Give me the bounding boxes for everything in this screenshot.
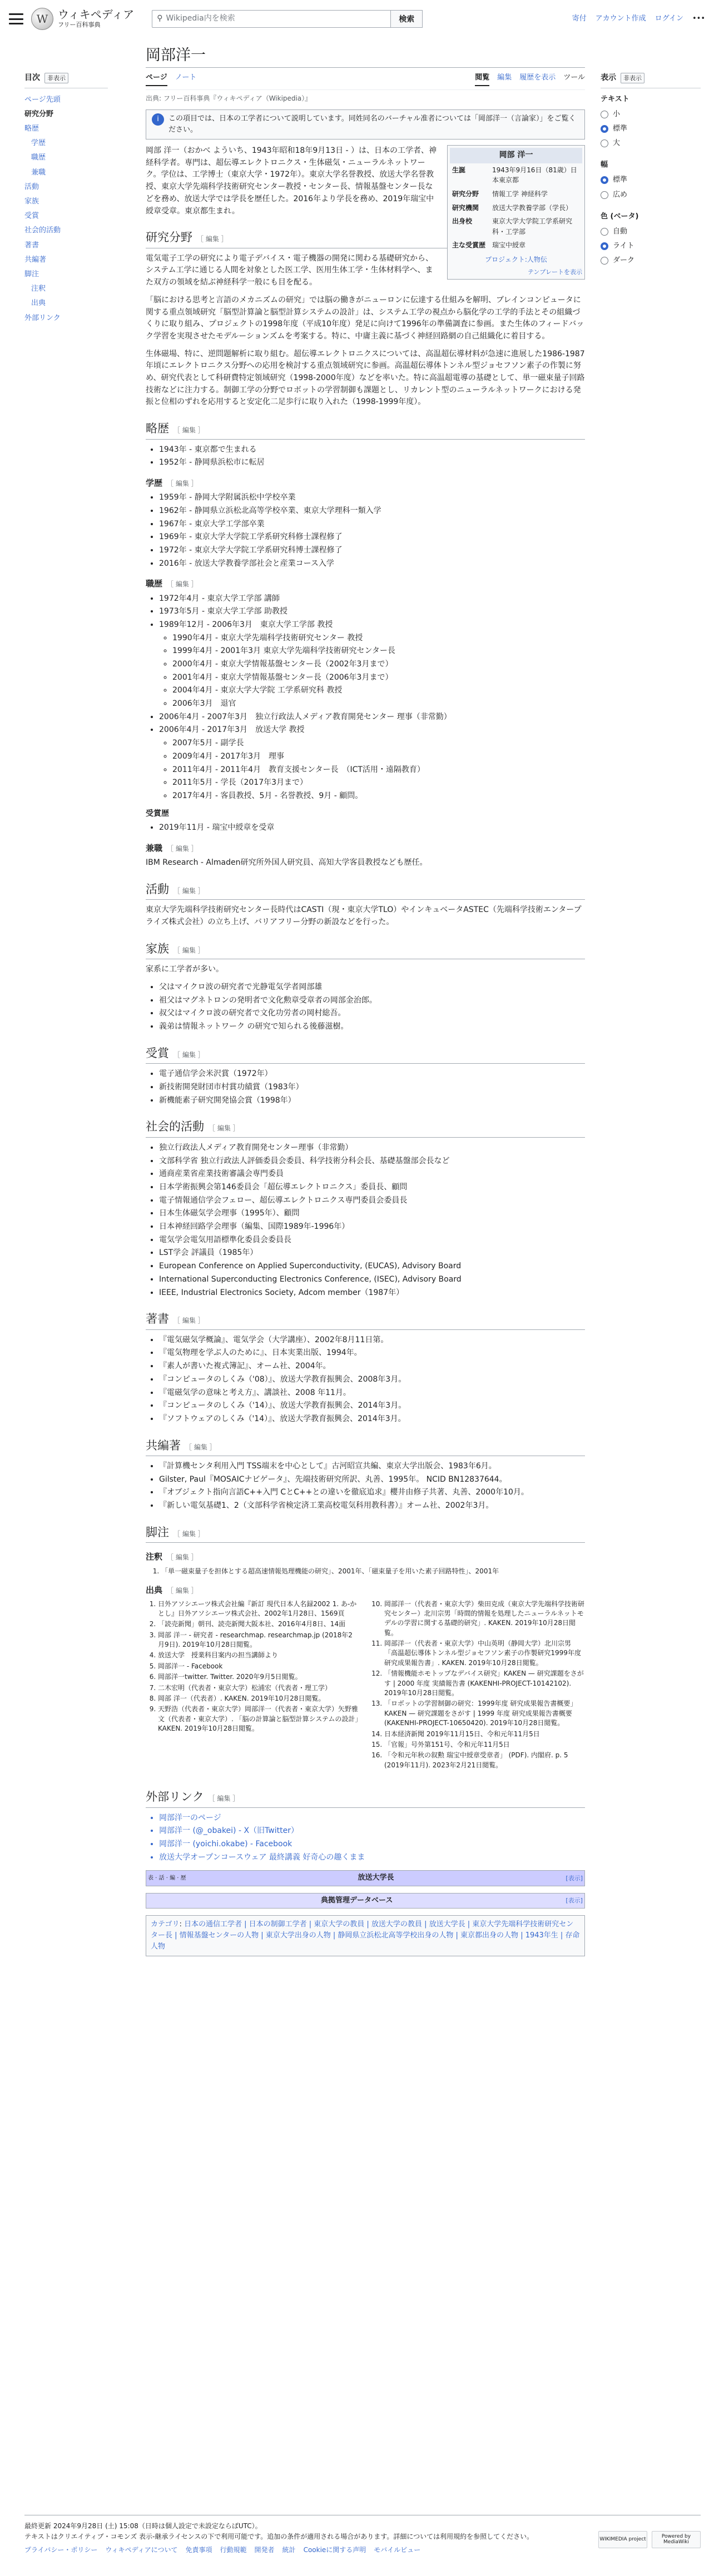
navbox-authority: [146, 1893, 585, 1909]
edit-link[interactable]: ［ 編集 ］: [173, 1317, 205, 1325]
external-link[interactable]: • 岡部洋一 (yoichi.okabe) - Facebook: [159, 1838, 585, 1851]
annotation-item: 1. 「単一磁束量子を担体とする超高速情報処理機能の研究」、2001年、「磁束量子を用いた素子回路特性」、2001年: [161, 1566, 585, 1577]
education-item: • 1959年 - 静岡大学附属浜松中学校卒業: [159, 492, 585, 504]
edit-link[interactable]: ［ 編集 ］: [208, 1795, 240, 1803]
tab-talk[interactable]: ノート: [175, 73, 197, 82]
award-item: • 新機能素子研究開発協会賞（1998年）: [159, 1095, 585, 1107]
hatnote-text: この項目では、日本の工学者について説明しています。同姓同名のバーチャル准者については「岡部洋一（言論家）」をご覧ください。: [168, 114, 576, 134]
create-account-link[interactable]: アカウント作成: [595, 14, 646, 23]
reference-item: 6. 岡部洋一twitter. Twitter. 2020年9月5日閲覧。: [158, 1672, 359, 1682]
site-header: [0, 0, 714, 38]
book-item: • 『コンピュータのしくみ（'14）』、放送大学教育振興会、2014年3月。: [159, 1400, 585, 1412]
reference-item: 8. 岡部 洋一（代表者）. KAKEN. 2019年10月28日閲覧。: [158, 1694, 359, 1703]
family-item: • 祖父はマグネトロンの発明者で文化勲章受章者の岡部金治郎。: [159, 995, 585, 1007]
toc-item[interactable]: 略歴: [24, 124, 39, 133]
section-external-links: 外部リンク ［ 編集 ］: [146, 1788, 585, 1808]
reference-item: 4. 放送大学 授業科目案内の担当講師より: [158, 1651, 359, 1660]
appearance-title: 表示: [601, 73, 616, 82]
globe-logo-icon: W: [31, 8, 53, 30]
section-books: 著書 ［ 編集 ］: [146, 1310, 585, 1330]
career-subitem: ◦ 2007年5月 - 副学長: [172, 738, 585, 750]
infobox-value: 1943年9月16日（81歳）日本東京都: [492, 166, 577, 185]
career-item: • 1972年4月 - 東京大学工学部 講師: [159, 593, 585, 605]
reference-item: 5. 岡部洋一 - Facebook: [158, 1662, 359, 1671]
social-activity-item: • 電気学会電気用語標準化委員会委員長: [159, 1234, 585, 1247]
family-item: • 義弟は情報ネットワーク の研究で知られる後藤滋樹。: [159, 1021, 585, 1033]
career-subitem: ◦ 2006年3月 退官: [172, 698, 585, 710]
infobox-value: 放送大学教養学部（学長）: [492, 203, 573, 212]
family-item: • 父はマイクロ波の研究者で光静電気学者岡部雄: [159, 981, 585, 994]
width-standard[interactable]: 標準: [601, 173, 701, 187]
category-label[interactable]: カテゴリ: [151, 1920, 180, 1929]
history-item: • 1943年 - 東京都で生まれる: [159, 444, 585, 456]
toc-item[interactable]: 活動: [24, 182, 39, 191]
toc-item[interactable]: 受賞: [24, 212, 39, 221]
social-activity-item: • European Conference on Applied Superconductivity, (EUCAS), Advisory Board: [159, 1260, 585, 1273]
infobox-value: 情報工学 神経科学: [492, 190, 548, 198]
section-social: 社会的活動 ［ 編集 ］: [146, 1118, 585, 1138]
color-label: 色 (ベータ): [601, 212, 639, 221]
career-item: • 2006年4月 - 2017年3月 放送大学 教授: [159, 724, 585, 736]
width-label: 幅: [601, 161, 608, 170]
search-input[interactable]: ⚲ Wikipedia内を検索: [152, 10, 391, 28]
career-item: • 1989年12月 - 2006年3月 東京大学工学部 教授: [159, 619, 585, 631]
concurrent-paragraph: IBM Research - Almaden研究所外国人研究員、高知大学客員教授なども歴任。: [146, 858, 428, 868]
section-coauthored: 共編著 ［ 編集 ］: [146, 1437, 585, 1457]
education-item: • 1967年 - 東京大学工学部卒業: [159, 519, 585, 531]
license-text: テキストはクリエイティブ・コモンズ 表示-継承ライセンスの下で利用可能です。追加の条件が適用される場合があります。詳細については利用規約を参照してください。: [24, 2532, 534, 2540]
navbox-toggle[interactable]: [表示]: [566, 1874, 583, 1882]
career-sublist: [172, 632, 585, 710]
reference-item: 10. 岡部洋一（代表者・東京大学）柴田克成（東京大学先端科学技術研究センター）北川宗男「時間的情報を処理したニューラルネットモデルの学習に関する基礎的研究」. KAKEN. 2019年10月28日閲覧。: [384, 1600, 585, 1638]
section-research: 研究分野 ［ 編集 ］: [146, 228, 585, 248]
footer-link[interactable]: モバイルビュー: [374, 2546, 421, 2554]
reference-item: 11. 岡部洋一（代表者・東京大学）中山英明（静岡大学）北川宗男 「高温超伝導体トンネル型ジョセフソン素子の作製研究1999年度研究成果報告書」. KAKEN. 2019年10月28日閲覧。: [384, 1639, 585, 1668]
toc-item[interactable]: 著書: [24, 241, 39, 250]
toc-item[interactable]: 研究分野: [24, 109, 54, 118]
infobox-key: 生誕: [452, 166, 466, 174]
table-of-contents: [24, 72, 108, 326]
book-item: • 『コンピュータのしくみ（'08）』、放送大学教育振興会、2008年3月。: [159, 1374, 585, 1386]
career-item: • 1973年5月 - 東京大学工学部 助教授: [159, 606, 585, 618]
section-career: 職歴 ［ 編集 ］: [146, 579, 198, 589]
family-item: • 叔父はマイクロ波の研究者で文化功労者の岡村総吾。: [159, 1008, 585, 1020]
section-sources: 出典 ［ 編集 ］: [146, 1585, 198, 1596]
radio-icon: [601, 139, 608, 147]
reference-item: 16. 「令和元年秋の叙勲 瑞宝中綬章受章者」 (PDF). 内閣府. p. 5 (2019年11月). 2023年2月21日閲覧。: [384, 1751, 585, 1770]
book-item: • 『素人が書いた複式簿記』、オーム社、2004年。: [159, 1361, 585, 1373]
edit-link[interactable]: ［ 編集 ］: [167, 1587, 198, 1595]
edit-link[interactable]: ［ 編集 ］: [173, 946, 205, 954]
text-size-standard[interactable]: 標準: [601, 122, 701, 136]
navbox-tools[interactable]: 表 · 話 · 編 · 歴: [148, 1875, 186, 1881]
footer-link[interactable]: 免責事項: [185, 2546, 212, 2554]
appearance-panel: [601, 72, 701, 277]
career-subitem: ◦ 2001年4月 - 東京大学情報基盤センター長（2006年3月まで）: [172, 672, 585, 684]
research-paragraph: 「脳における思考と言語のメカニズムの研究」では脳の働きがニューロンに伝達する仕組みを解明、ブレインコンピュータに関する重点領域研究「脳型計算論と脳型計算システムの設計」は、システム工学の視点から脳化学の工学的手法とその組織づくりに取り組み、プロジェクトの1998年度（平成10年度）発足に向けて1996年の準備調査に参画。また生体のフィードバック学習を実現させたモデルーションズムを考案する。特に、中庸主義に基づく神経回路網の自己組織化に着目する。: [146, 295, 584, 341]
references-list: [146, 1600, 585, 1777]
tab-tools[interactable]: ツール: [563, 73, 585, 82]
family-intro: 家系に工学者が多い。: [146, 965, 224, 974]
reference-item: 7. 二木宏明（代表者・東京大学）松浦宏（代表者・理工学）: [158, 1683, 359, 1693]
social-activity-item: • 日本学術振興会第146委員会「超伝導エレクトロニクス」委員長、顧問: [159, 1182, 585, 1194]
award-item: • 電子通信学会米沢賞（1972年）: [159, 1068, 585, 1080]
radio-selected-icon: [601, 176, 608, 184]
infobox: [447, 145, 585, 279]
career-item: • 2006年4月 - 2007年3月 独立行政法人メディア教育開発センター 理事（非常勤）: [159, 711, 585, 724]
section-history: 略歴 ［ 編集 ］: [146, 420, 585, 440]
navbox-title: 典拠管理データベース: [321, 1896, 393, 1905]
coauthored-item: • 『計算機センタ利用入門 TSS端末を中心として』古河昭宣共編、東京大学出版会、1983年6月。: [159, 1461, 585, 1473]
social-activity-item: • 電子情報通信学会フェロー、超伝導エレクトロニクス専門委員会委員長: [159, 1195, 585, 1207]
infobox-row: [450, 238, 582, 252]
activity-paragraph: 東京大学先端科学技術研究センター長時代はCASTI（現・東京大学TLO）やインキュベータASTEC（先端科学技術エンタープライズ株式会社）の立ち上げ、バリアフリー分野の新設などを行った。: [146, 905, 582, 927]
page-tabs: [146, 72, 585, 90]
education-item: • 1972年 - 東京大学大学院工学系研究科博士課程修了: [159, 545, 585, 557]
social-activity-item: • International Superconducting Electronics Conference, (ISEC), Advisory Board: [159, 1274, 585, 1286]
logo-subtitle: フリー百科事典: [58, 21, 101, 29]
award-history-item: • 2019年11月 - 瑞宝中綬章を受章: [159, 822, 585, 834]
edit-link[interactable]: ［ 編集 ］: [197, 235, 228, 243]
reference-item: 3. 岡部 洋一 - 研究者 - researchmap. researchmap.jp (2018年2月9日). 2019年10月28日閲覧。: [158, 1631, 359, 1650]
section-family: 家族 ［ 編集 ］: [146, 940, 585, 960]
toc-item[interactable]: 脚注: [24, 270, 39, 278]
reference-item: 9. 天野浩（代表者・東京大学）岡部洋一（代表者・東京大学）矢野雅文（代表者・東京大学）. 「脳の計算論と脳型計算システムの設計」KAKEN. 2019年10月28日閲覧。: [158, 1705, 359, 1733]
career-subitem: ◦ 2011年5月 - 学長（2017年3月まで）: [172, 777, 585, 789]
education-item: • 1962年 - 静岡県立浜松北高等学校卒業、東京大学理科一類入学: [159, 505, 585, 517]
reference-item: 12. 「情報機能ホモトップなデバイス研究」KAKEN — 研究課題をさがす | 2000 年度 実績報告書 (KAKENHI-PROJECT-10142102). 2019年10月28日閲覧。: [384, 1669, 585, 1698]
footer-link[interactable]: プライバシー・ポリシー: [24, 2546, 98, 2554]
text-size-label: テキスト: [601, 94, 629, 103]
wikimedia-badge[interactable]: WIKIMEDIA project: [598, 2531, 647, 2548]
text-size-small[interactable]: 小: [601, 107, 701, 122]
info-icon: i: [152, 113, 164, 126]
section-notes: 脚注 ［ 編集 ］: [146, 1523, 585, 1543]
career-subitem: ◦ 2009年4月 - 2017年3月 理事: [172, 751, 585, 763]
page-title: 岡部洋一: [146, 46, 585, 68]
toc-item[interactable]: ページ先頭: [24, 95, 61, 104]
infobox-key: 研究機関: [452, 203, 479, 212]
coauthored-item: • 『オブジェクト指向言語C++入門 CとC++との違いを徹底追求』櫻井由修子共著、丸善、2000年10月。: [159, 1487, 585, 1499]
social-activity-item: • 通商産業省産業技術審議会専門委員: [159, 1168, 585, 1180]
infobox-row: [450, 215, 582, 238]
appearance-hide-button[interactable]: 非表示: [621, 73, 644, 83]
footer-link[interactable]: Cookieに関する声明: [303, 2546, 366, 2554]
article-content: [146, 46, 585, 1956]
width-wide[interactable]: 広め: [601, 188, 701, 202]
history-item: • 1952年 - 静岡県浜松市に転居: [159, 457, 585, 469]
external-link[interactable]: • 岡部洋一 (@_obakei) - X（旧Twitter）: [159, 1825, 585, 1837]
color-dark[interactable]: ダーク: [601, 253, 701, 268]
tab-history[interactable]: 履歴を表示: [519, 73, 556, 82]
career-sublist: [172, 738, 585, 802]
infobox-row: [450, 163, 582, 187]
social-activity-item: • 独立行政法人メディア教育開発センター理事（非常勤）: [159, 1142, 585, 1154]
edit-link[interactable]: ［ 編集 ］: [173, 886, 205, 895]
edit-link[interactable]: ［ 編集 ］: [167, 580, 198, 589]
coauthored-item: • Gilster, Paul『MOSAICナビゲータ』、先端技術研究所訳、丸善、1995年。 NCID BN12837644。: [159, 1474, 585, 1486]
radio-icon: [601, 191, 608, 199]
reference-item: 14. 日本経済新聞 2019年11月15日、令和元年11月5日: [384, 1730, 585, 1739]
edit-link[interactable]: ［ 編集 ］: [167, 479, 198, 487]
toc-item[interactable]: 家族: [24, 197, 39, 206]
radio-icon: [601, 257, 608, 265]
infobox-value: 瑞宝中綬章: [492, 241, 526, 250]
external-link[interactable]: • 放送大学オープンコースウェア 最終講義 好奇心の趣くまま: [159, 1852, 585, 1864]
login-link[interactable]: ログイン: [654, 14, 683, 23]
template-link[interactable]: テンプレートを表示: [527, 268, 582, 276]
radio-selected-icon: [601, 125, 608, 133]
edit-link[interactable]: ［ 編集 ］: [209, 1124, 240, 1133]
career-subitem: ◦ 2017年4月 - 客員教授、5月 - 名誉教授、9月 - 顧問。: [172, 790, 585, 803]
section-education: 学歴 ［ 編集 ］: [146, 477, 198, 488]
award-item: • 新技術開発財団市村賞功績賞（1983年）: [159, 1082, 585, 1094]
toc-item[interactable]: 学歴: [31, 139, 46, 148]
footer-link[interactable]: 開発者: [254, 2546, 275, 2554]
radio-selected-icon: [601, 242, 608, 250]
research-paragraph: 生体磁場、特に、逆問題解析に取り組む。超伝導エレクトロニクスについては、高温超伝導材料が急速に進展した1986-1987年頃にエレクトロニクス分野への応用を検討する重点領域研究に参画。高温超伝導体トンネル型ジョセフソン素子の作製に努め、研究代表として科研費特定領域研究（1998-2000年度）などを率いた。特に高温超電導の基礎として、単一磁束量子回路技術などに注力する。制御工学の分野でロボットの学習制御も課題とし、リカレント型のニューラルネットワークにおける発振と位相のずれを応用すると安定化二足歩行に取り入れた（1998-1999年度）。: [146, 349, 585, 407]
reference-item: 13. 「ロボットの学習制御の研究：1999年度 研究成果報告書概要」KAKEN — 研究課題をさがす | 1999 年度 研究成果報告書概要 (KAKENHI-PROJECT-10650420). 2019年10月28日閲覧。: [384, 1699, 585, 1728]
toc-item[interactable]: 注釈: [31, 285, 46, 293]
logo-title: ウィキペディア: [58, 8, 135, 22]
infobox-key: 主な受賞歴: [452, 241, 486, 250]
section-awards: 受賞 ［ 編集 ］: [146, 1044, 585, 1064]
section-annotations: 注釈 ［ 編集 ］: [146, 1552, 198, 1562]
infobox-key: 研究分野: [452, 190, 479, 198]
hatnote: [146, 109, 585, 139]
education-item: • 1969年 - 東京大学大学院工学系研究科修士課程修了: [159, 531, 585, 544]
radio-icon: [601, 228, 608, 236]
source-note: 出典: フリー百科事典『ウィキペディア（Wikipedia）』: [146, 94, 312, 103]
infobox-value: 東京大学大学院工学系研究科・工学部: [492, 217, 573, 236]
infobox-key: 出身校: [452, 217, 473, 226]
infobox-row: [450, 201, 582, 215]
infobox-table: [450, 163, 582, 252]
edit-link[interactable]: ［ 編集 ］: [185, 1443, 216, 1451]
search-form: [152, 10, 423, 28]
color-auto[interactable]: 自動: [601, 225, 701, 239]
user-links: [572, 13, 705, 24]
intro-paragraph: 岡部 洋一（おかべ よういち、1943年昭和18年9月13日 - ）は、日本の工学者、神経科学者。専門は、超伝導エレクトロニクス・生体磁気・ニューラルネットワーク。学位は、工学博士（東京大学・1972年）。東京大学名誉教授、放送大学名誉教授、東京大学先端科学技術研究センター教授・センター長、情報基盤センター長などを務め、放送大学では学長を歴任した。2016年より学長を務め、2019年瑞宝中綬章受章。東京都生まれ。: [146, 146, 437, 216]
book-item: • 『電気物理を学ぶ人のために』、日本実業出版、1994年。: [159, 1347, 585, 1359]
infobox-title: 岡部 洋一: [450, 148, 582, 163]
career-subitem: ◦ 1990年4月 - 東京大学先端科学技術研究センター 教授: [172, 632, 585, 645]
reference-item: 1. 日外アソシエーツ株式会社編『新訂 現代日本人名録2002 1. あ-かとし』日外アソシエーツ株式会社、2002年1月28日、1569頁: [158, 1600, 359, 1619]
search-button[interactable]: 検索: [391, 10, 423, 28]
toc-item[interactable]: 外部リンク: [24, 313, 61, 322]
tab-read[interactable]: 閲覧: [475, 72, 489, 86]
tab-edit[interactable]: 編集: [497, 73, 512, 82]
reference-item: 15. 「官報」号外第151号、令和元年11月5日: [384, 1740, 585, 1750]
toc-item[interactable]: 共編著: [24, 255, 47, 264]
book-item: • 『電気磁気学概論』、電気学会（大学講座）、2002年8月11日第。: [159, 1334, 585, 1347]
footer-link[interactable]: 統計: [282, 2546, 296, 2554]
research-paragraph: 電気電子工学の研究により電子デバイス・電子機器の開発に関わる基礎研究から、システム工学に通じる人間を対象とした医工学、医用生体工学・生体材料学へ、また双方の領域を結ぶ神経科学一般にも目を配る。: [146, 253, 434, 287]
toc-item[interactable]: 兼職: [31, 168, 46, 177]
reference-item: 2. 「読売新聞」朝刊、読売新聞大阪本社、2016年4月8日、14面: [158, 1620, 359, 1629]
more-menu-icon[interactable]: •••: [692, 14, 705, 23]
edit-link[interactable]: ［ 編集 ］: [167, 844, 198, 853]
social-activity-item: • 日本生体磁気学会理事（1995年）、顧問: [159, 1208, 585, 1220]
wikipedia-logo[interactable]: [31, 8, 134, 30]
career-subitem: ◦ 2011年4月 - 2011年4月 教育支援センター長 （ICT活用・遠隔教育）: [172, 764, 585, 776]
social-activity-item: • IEEE, Industrial Electronics Society, Adcom member（1987年）: [159, 1287, 585, 1299]
page-footer: [24, 2515, 701, 2555]
last-modified: 最終更新 2024年9月28日 (土) 15:08（日時は個人設定で未設定ならばUTC）。: [24, 2522, 262, 2530]
career-subitem: ◦ 2004年4月 - 東京大学大学院 工学系研究科 教授: [172, 685, 585, 697]
book-item: • 『ソフトウェアのしくみ（'14）』、放送大学教育振興会、2014年3月。: [159, 1413, 585, 1426]
social-activity-item: • 文部科学省 独立行政法人評価委員会委員、科学技術分科会長、基礎基盤部会長など: [159, 1155, 585, 1168]
main-menu-button[interactable]: [9, 13, 23, 24]
mediawiki-badge[interactable]: Powered by MediaWiki: [652, 2531, 701, 2548]
career-subitem: ◦ 2000年4月 - 東京大学情報基盤センター長（2002年3月まで）: [172, 659, 585, 671]
coauthored-item: • 『新しい電気基礎1、2（文部科学省検定済工業高校電気科用教科書）』オーム社、2002年3月。: [159, 1500, 585, 1512]
edit-link[interactable]: ［ 編集 ］: [173, 1529, 205, 1538]
navbox-title: 放送大学長: [358, 1874, 394, 1882]
infobox-project-link[interactable]: プロジェクト:人物伝: [485, 255, 547, 263]
edit-link[interactable]: ［ 編集 ］: [167, 1553, 198, 1562]
donate-link[interactable]: 寄付: [572, 14, 587, 23]
color-light[interactable]: ライト: [601, 239, 701, 253]
edit-link[interactable]: ［ 編集 ］: [173, 1050, 205, 1059]
toc-item[interactable]: 職歴: [31, 153, 46, 162]
section-concurrent: 兼職 ［ 編集 ］: [146, 843, 198, 853]
section-activity: 活動 ［ 編集 ］: [146, 880, 585, 900]
toc-hide-button[interactable]: 非表示: [44, 73, 68, 83]
edit-link[interactable]: ［ 編集 ］: [173, 426, 205, 435]
category-links[interactable]: 日本の通信工学者 | 日本の制御工学者 | 東京大学の教員 | 放送大学の教員 | 放送大学長 | 東京大学先端科学技術研究センター長 | 情報基盤センターの人物 | 東京大学出身の人物 | 静岡県立浜松北高等学校出身の人物 | 東京都出身の人物 | 1943年生 | 存命人物: [151, 1920, 580, 1951]
search-icon: ⚲: [157, 14, 163, 23]
category-box: カテゴリ: 日本の通信工学者 | 日本の制御工学者 | 東京大学の教員 | 放送大学の教員 | 放送大学長 | 東京大学先端科学技術研究センター長 | 情報基盤センターの人物 | 東京大学出身の人物 | 静岡県立浜松北高等学校出身の人物 | 東京都出身の人物 | 1943年生 | 存命人物: [146, 1915, 585, 1956]
toc-title: 目次: [24, 73, 40, 82]
award-history-heading: 受賞歴: [146, 809, 169, 818]
external-link[interactable]: • 岡部洋一のページ: [159, 1812, 585, 1825]
book-item: • 『電磁気学の意味と考え方』、講談社、2008 年11月。: [159, 1387, 585, 1399]
radio-icon: [601, 111, 608, 118]
text-size-large[interactable]: 大: [601, 136, 701, 151]
social-activity-item: • 日本神経回路学会理事（編集、国際1989年-1996年）: [159, 1221, 585, 1233]
social-activity-item: • LST学会 評議員（1985年）: [159, 1247, 585, 1259]
toc-item[interactable]: 出典: [31, 299, 46, 308]
navbox-presidents: [146, 1870, 585, 1886]
toc-item[interactable]: 社会的活動: [24, 226, 61, 235]
career-subitem: ◦ 1999年4月 - 2001年3月 東京大学先端科学技術研究センター長: [172, 645, 585, 657]
infobox-row: [450, 187, 582, 201]
footer-link[interactable]: ウィキペディアについて: [105, 2546, 178, 2554]
education-item: • 2016年 - 放送大学教養学部社会と産業コース入学: [159, 558, 585, 570]
tab-page[interactable]: ページ: [146, 72, 167, 86]
navbox-toggle[interactable]: [表示]: [566, 1897, 583, 1905]
footer-link[interactable]: 行動規範: [220, 2546, 247, 2554]
